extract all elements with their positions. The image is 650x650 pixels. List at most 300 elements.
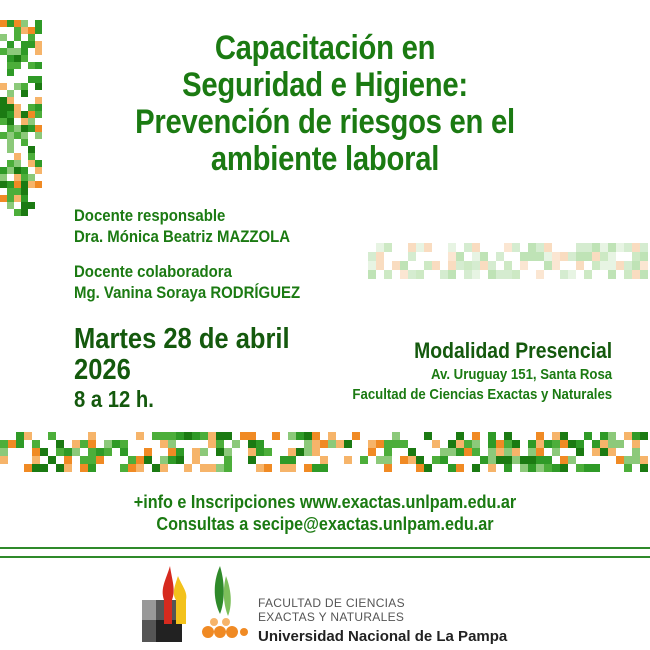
mosaic-tile <box>264 432 272 440</box>
mosaic-tile <box>416 448 424 456</box>
mosaic-tile <box>624 243 632 252</box>
faculty-line-1: FACULTAD DE CIENCIAS <box>258 596 405 610</box>
mosaic-tile <box>360 440 368 448</box>
mosaic-tile <box>568 440 576 448</box>
mosaic-tile <box>496 432 504 440</box>
mosaic-tile <box>288 432 296 440</box>
mosaic-tile <box>200 456 208 464</box>
mosaic-tile <box>168 432 176 440</box>
mosaic-tile <box>96 464 104 472</box>
mosaic-tile <box>432 270 440 279</box>
mosaic-tile <box>184 432 192 440</box>
mosaic-tile <box>14 41 21 48</box>
mosaic-tile <box>40 464 48 472</box>
mosaic-tile <box>14 27 21 34</box>
mosaic-tile <box>184 464 192 472</box>
mosaic-tile <box>128 440 136 448</box>
mosaic-tile <box>280 448 288 456</box>
mosaic-tile <box>8 432 16 440</box>
mosaic-tile <box>14 153 21 160</box>
mosaic-tile <box>272 432 280 440</box>
mosaic-tile <box>472 270 480 279</box>
mosaic-tile <box>112 440 120 448</box>
mosaic-tile <box>72 440 80 448</box>
mosaic-tile <box>160 456 168 464</box>
mosaic-tile <box>7 20 14 27</box>
mosaic-tile <box>28 27 35 34</box>
decorative-mosaic-right <box>360 243 650 281</box>
mosaic-tile <box>544 456 552 464</box>
mosaic-tile <box>480 261 488 270</box>
mosaic-tile <box>608 456 616 464</box>
mosaic-tile <box>520 252 528 261</box>
mosaic-tile <box>528 440 536 448</box>
mosaic-tile <box>640 456 648 464</box>
mosaic-tile <box>400 448 408 456</box>
mosaic-tile <box>240 440 248 448</box>
collaborator-name: Mg. Vanina Soraya RODRÍGUEZ <box>74 283 301 302</box>
mosaic-tile <box>28 167 35 174</box>
mosaic-tile <box>432 261 440 270</box>
mosaic-tile <box>80 448 88 456</box>
mosaic-tile <box>560 243 568 252</box>
mosaic-tile <box>512 464 520 472</box>
mosaic-tile <box>208 456 216 464</box>
mosaic-tile <box>64 456 72 464</box>
mosaic-tile <box>304 448 312 456</box>
mosaic-tile <box>464 432 472 440</box>
mosaic-tile <box>28 111 35 118</box>
mosaic-tile <box>296 464 304 472</box>
mosaic-tile <box>464 243 472 252</box>
mosaic-tile <box>168 448 176 456</box>
mosaic-tile <box>0 188 7 195</box>
mosaic-tile <box>35 76 42 83</box>
mosaic-tile <box>40 456 48 464</box>
mosaic-tile <box>400 432 408 440</box>
mosaic-tile <box>144 440 152 448</box>
mosaic-tile <box>624 448 632 456</box>
mosaic-tile <box>504 261 512 270</box>
mosaic-tile <box>416 270 424 279</box>
mosaic-tile <box>600 456 608 464</box>
mosaic-tile <box>320 432 328 440</box>
mosaic-tile <box>320 440 328 448</box>
mosaic-tile <box>35 104 42 111</box>
mosaic-tile <box>0 62 7 69</box>
mosaic-tile <box>432 243 440 252</box>
mosaic-tile <box>224 456 232 464</box>
mosaic-tile <box>464 270 472 279</box>
mosaic-tile <box>56 456 64 464</box>
mosaic-tile <box>376 464 384 472</box>
mosaic-tile <box>256 448 264 456</box>
mosaic-tile <box>512 243 520 252</box>
mosaic-tile <box>328 464 336 472</box>
mosaic-tile <box>21 48 28 55</box>
mosaic-tile <box>152 448 160 456</box>
info-link-text[interactable]: +info e Inscripciones www.exactas.unlpam.edu.ar <box>133 492 517 512</box>
mosaic-tile <box>424 432 432 440</box>
mosaic-tile <box>192 464 200 472</box>
mosaic-tile <box>128 432 136 440</box>
mosaic-tile <box>72 456 80 464</box>
mosaic-tile <box>480 456 488 464</box>
mosaic-tile <box>632 270 640 279</box>
mosaic-tile <box>560 440 568 448</box>
mosaic-tile <box>456 456 464 464</box>
mosaic-tile <box>496 448 504 456</box>
mosaic-tile <box>528 456 536 464</box>
mosaic-tile <box>40 432 48 440</box>
mosaic-tile <box>568 432 576 440</box>
mosaic-tile <box>392 261 400 270</box>
mosaic-tile <box>7 34 14 41</box>
mosaic-tile <box>160 448 168 456</box>
event-hours: 8 a 12 h. <box>74 386 154 412</box>
mosaic-tile <box>56 448 64 456</box>
mosaic-tile <box>408 261 416 270</box>
mosaic-tile <box>14 69 21 76</box>
mosaic-tile <box>552 448 560 456</box>
mosaic-tile <box>456 243 464 252</box>
mosaic-tile <box>336 432 344 440</box>
mosaic-tile <box>64 432 72 440</box>
decorative-mosaic-band <box>0 432 650 472</box>
mosaic-tile <box>7 97 14 104</box>
mosaic-tile <box>28 69 35 76</box>
mosaic-tile <box>21 132 28 139</box>
mosaic-tile <box>640 464 648 472</box>
mosaic-tile <box>21 76 28 83</box>
mosaic-tile <box>632 464 640 472</box>
mosaic-tile <box>344 448 352 456</box>
mosaic-tile <box>208 464 216 472</box>
mosaic-tile <box>488 270 496 279</box>
mosaic-tile <box>272 464 280 472</box>
mosaic-tile <box>224 432 232 440</box>
mosaic-tile <box>35 20 42 27</box>
mosaic-tile <box>7 76 14 83</box>
mosaic-tile <box>96 432 104 440</box>
mosaic-tile <box>608 440 616 448</box>
mosaic-tile <box>632 448 640 456</box>
mosaic-tile <box>544 270 552 279</box>
mosaic-tile <box>456 270 464 279</box>
mosaic-tile <box>536 440 544 448</box>
mosaic-tile <box>28 55 35 62</box>
mosaic-tile <box>35 167 42 174</box>
mosaic-tile <box>296 448 304 456</box>
mosaic-tile <box>432 252 440 261</box>
mosaic-tile <box>360 270 368 279</box>
mosaic-tile <box>568 464 576 472</box>
mosaic-tile <box>384 261 392 270</box>
mosaic-tile <box>416 464 424 472</box>
mosaic-tile <box>576 243 584 252</box>
mosaic-tile <box>80 440 88 448</box>
mosaic-tile <box>488 432 496 440</box>
mosaic-tile <box>424 456 432 464</box>
mosaic-tile <box>584 440 592 448</box>
mosaic-tile <box>0 456 8 464</box>
mosaic-tile <box>528 261 536 270</box>
mosaic-tile <box>7 104 14 111</box>
mosaic-tile <box>440 440 448 448</box>
mosaic-tile <box>14 160 21 167</box>
mosaic-tile <box>592 456 600 464</box>
mosaic-tile <box>528 243 536 252</box>
mosaic-tile <box>544 252 552 261</box>
mosaic-tile <box>88 464 96 472</box>
mosaic-tile <box>536 464 544 472</box>
mosaic-tile <box>440 432 448 440</box>
mosaic-tile <box>14 90 21 97</box>
mosaic-tile <box>480 270 488 279</box>
mosaic-tile <box>608 464 616 472</box>
mosaic-tile <box>472 456 480 464</box>
mosaic-tile <box>48 440 56 448</box>
mosaic-tile <box>48 448 56 456</box>
mosaic-tile <box>296 456 304 464</box>
mosaic-tile <box>384 243 392 252</box>
mosaic-tile <box>240 464 248 472</box>
mosaic-tile <box>312 440 320 448</box>
mosaic-tile <box>21 181 28 188</box>
mosaic-tile <box>384 448 392 456</box>
mosaic-tile <box>360 261 368 270</box>
mosaic-tile <box>35 118 42 125</box>
mosaic-tile <box>320 456 328 464</box>
responsible-name: Dra. Mónica Beatriz MAZZOLA <box>74 227 291 246</box>
mosaic-tile <box>448 464 456 472</box>
mosaic-tile <box>240 432 248 440</box>
mosaic-tile <box>0 90 7 97</box>
mosaic-tile <box>496 261 504 270</box>
mosaic-tile <box>440 270 448 279</box>
mosaic-tile <box>14 195 21 202</box>
mosaic-tile <box>7 83 14 90</box>
collaborating-teacher <box>74 261 300 303</box>
mosaic-tile <box>21 27 28 34</box>
university-name: Universidad Nacional de La Pampa <box>258 628 508 645</box>
mosaic-tile <box>264 464 272 472</box>
mosaic-tile <box>480 252 488 261</box>
mosaic-tile <box>28 132 35 139</box>
mosaic-tile <box>392 252 400 261</box>
mosaic-tile <box>632 456 640 464</box>
mosaic-tile <box>14 83 21 90</box>
mosaic-tile <box>21 153 28 160</box>
mosaic-tile <box>472 243 480 252</box>
mosaic-tile <box>35 62 42 69</box>
mosaic-tile <box>424 252 432 261</box>
mosaic-tile <box>608 252 616 261</box>
event-mode: Modalidad Presencial <box>414 338 612 363</box>
mosaic-tile <box>112 432 120 440</box>
mosaic-tile <box>7 118 14 125</box>
mosaic-tile <box>512 440 520 448</box>
mosaic-tile <box>28 90 35 97</box>
mosaic-tile <box>552 261 560 270</box>
mosaic-tile <box>520 261 528 270</box>
mosaic-tile <box>296 440 304 448</box>
mosaic-tile <box>592 270 600 279</box>
mosaic-tile <box>21 97 28 104</box>
mosaic-tile <box>7 195 14 202</box>
mosaic-tile <box>256 456 264 464</box>
mosaic-tile <box>536 432 544 440</box>
mosaic-tile <box>520 456 528 464</box>
mosaic-tile <box>0 48 7 55</box>
mosaic-tile <box>352 456 360 464</box>
mosaic-tile <box>544 243 552 252</box>
mosaic-tile <box>576 456 584 464</box>
mosaic-tile <box>424 270 432 279</box>
mosaic-tile <box>21 209 28 216</box>
mosaic-tile <box>400 243 408 252</box>
mosaic-tile <box>35 90 42 97</box>
mosaic-tile <box>360 456 368 464</box>
mosaic-tile <box>576 464 584 472</box>
mosaic-tile <box>14 202 21 209</box>
mosaic-tile <box>544 440 552 448</box>
mosaic-tile <box>288 440 296 448</box>
mosaic-tile <box>280 456 288 464</box>
mosaic-tile <box>7 188 14 195</box>
flame-shield-logo-icon <box>142 566 192 642</box>
mosaic-tile <box>408 464 416 472</box>
mosaic-tile <box>592 464 600 472</box>
mosaic-tile <box>224 448 232 456</box>
mosaic-tile <box>368 270 376 279</box>
mosaic-tile <box>248 456 256 464</box>
mosaic-tile <box>448 456 456 464</box>
mosaic-tile <box>400 440 408 448</box>
mosaic-tile <box>416 243 424 252</box>
mosaic-tile <box>616 243 624 252</box>
mosaic-tile <box>168 464 176 472</box>
mosaic-tile <box>400 464 408 472</box>
mosaic-tile <box>328 440 336 448</box>
mosaic-tile <box>28 195 35 202</box>
mosaic-tile <box>480 432 488 440</box>
mosaic-tile <box>256 432 264 440</box>
mosaic-tile <box>440 252 448 261</box>
mosaic-tile <box>624 432 632 440</box>
mosaic-tile <box>288 464 296 472</box>
mosaic-tile <box>544 448 552 456</box>
mosaic-tile <box>512 456 520 464</box>
mosaic-tile <box>608 270 616 279</box>
mosaic-tile <box>104 440 112 448</box>
mosaic-tile <box>14 181 21 188</box>
mosaic-tile <box>216 464 224 472</box>
mosaic-tile <box>88 448 96 456</box>
mosaic-tile <box>200 464 208 472</box>
title-line-3: Prevención de riesgos en el <box>135 103 515 141</box>
mosaic-tile <box>384 252 392 261</box>
mosaic-tile <box>392 448 400 456</box>
mosaic-tile <box>512 448 520 456</box>
mosaic-tile <box>192 456 200 464</box>
mosaic-tile <box>336 456 344 464</box>
mosaic-tile <box>600 464 608 472</box>
mosaic-tile <box>400 456 408 464</box>
mosaic-tile <box>472 464 480 472</box>
mosaic-tile <box>384 464 392 472</box>
mosaic-tile <box>248 464 256 472</box>
mosaic-tile <box>88 440 96 448</box>
mosaic-tile <box>14 20 21 27</box>
mosaic-tile <box>304 456 312 464</box>
mosaic-tile <box>14 48 21 55</box>
mosaic-tile <box>35 181 42 188</box>
mosaic-tile <box>200 448 208 456</box>
mosaic-tile <box>7 153 14 160</box>
mosaic-tile <box>7 132 14 139</box>
mosaic-tile <box>0 181 7 188</box>
mosaic-tile <box>35 132 42 139</box>
mosaic-tile <box>232 464 240 472</box>
mosaic-tile <box>28 83 35 90</box>
mosaic-tile <box>480 243 488 252</box>
mosaic-tile <box>576 261 584 270</box>
mosaic-tile <box>160 432 168 440</box>
mosaic-tile <box>14 167 21 174</box>
mosaic-tile <box>14 111 21 118</box>
mosaic-tile <box>80 456 88 464</box>
mosaic-tile <box>120 440 128 448</box>
mosaic-tile <box>21 174 28 181</box>
mosaic-tile <box>40 440 48 448</box>
mosaic-tile <box>272 448 280 456</box>
mosaic-tile <box>384 440 392 448</box>
mosaic-tile <box>568 456 576 464</box>
venue-address: Av. Uruguay 151, Santa Rosa <box>430 366 612 383</box>
mosaic-tile <box>40 448 48 456</box>
mosaic-tile <box>104 448 112 456</box>
mosaic-tile <box>376 252 384 261</box>
mosaic-tile <box>0 153 7 160</box>
mosaic-tile <box>592 261 600 270</box>
mosaic-tile <box>144 432 152 440</box>
mosaic-tile <box>560 270 568 279</box>
mosaic-tile <box>600 270 608 279</box>
email-contact-text[interactable]: Consultas a secipe@exactas.unlpam.edu.ar <box>156 514 494 534</box>
mosaic-tile <box>464 464 472 472</box>
mosaic-tile <box>104 432 112 440</box>
mosaic-tile <box>216 440 224 448</box>
mosaic-tile <box>0 448 8 456</box>
mosaic-tile <box>288 456 296 464</box>
mosaic-tile <box>192 432 200 440</box>
mosaic-tile <box>8 456 16 464</box>
mosaic-tile <box>248 432 256 440</box>
mosaic-tile <box>35 69 42 76</box>
mosaic-tile <box>416 432 424 440</box>
mosaic-tile <box>48 464 56 472</box>
mosaic-tile <box>552 243 560 252</box>
mosaic-tile <box>21 160 28 167</box>
mosaic-tile <box>424 243 432 252</box>
mosaic-tile <box>160 464 168 472</box>
date-line-1: Martes 28 de abril <box>74 323 290 355</box>
mosaic-tile <box>35 27 42 34</box>
mosaic-tile <box>14 97 21 104</box>
mosaic-tile <box>176 456 184 464</box>
mosaic-tile <box>35 153 42 160</box>
